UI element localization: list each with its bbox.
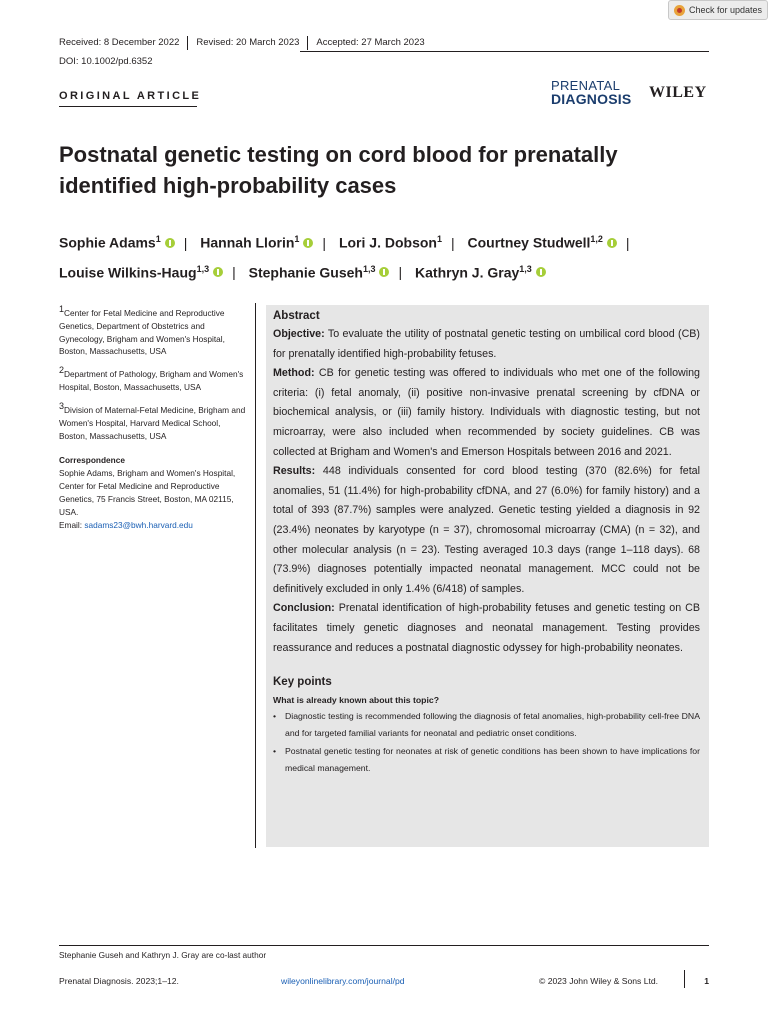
author-list: Sophie Adams$^1$ | Hannah Llorin$^1$ | Lori J. Dobson$^1$ | Courtney Studwell$^{1,2}$ | Louise Wilkins-Haug$^{1,3}$ | Stephanie Guseh$^{1,3}$ | Kathryn J. Gray$^{1,3}$ bbox=[59, 234, 630, 281]
article-type: ORIGINAL ARTICLE bbox=[59, 90, 202, 102]
check-for-updates-button[interactable] bbox=[668, 0, 768, 20]
accepted-date: Accepted: 27 March 2023 bbox=[307, 36, 432, 50]
abstract-method bbox=[273, 364, 700, 462]
method-text: CB for genetic testing was offered to individuals who met one of the following criteria: (i) fetal anomaly, (ii) positive non-invasive prenatal screening by cfDNA or biochemical analysis, or (iii) family history. Individuals with diagnostic testing, but not microarray, were also included when recommended by society guidelines. CB was collected at Brigham and Women's and Emerson Hospitals between 2016 and 2021. bbox=[273, 367, 700, 458]
key-points-subheading: What is already known about this topic? bbox=[273, 695, 440, 706]
journal-logo-line2: DIAGNOSIS bbox=[551, 91, 632, 107]
revised-date: Revised: 20 March 2023 bbox=[187, 36, 307, 50]
results-label: Results: bbox=[273, 465, 316, 478]
author-affiliation: 1,2 bbox=[590, 234, 603, 244]
abstract-box bbox=[266, 305, 709, 847]
crossmark-icon bbox=[674, 5, 685, 16]
affiliation bbox=[59, 364, 247, 394]
objective-text: To evaluate the utility of postnatal genetic testing on umbilical cord blood (CB) for prenatally identified high-probability fetuses. bbox=[273, 328, 700, 360]
check-for-updates-label: Check for updates bbox=[688, 5, 763, 15]
journal-logo-line1: PRENATAL bbox=[551, 78, 621, 93]
author-affiliation: 1,3 bbox=[519, 263, 532, 274]
abstract-results bbox=[273, 462, 700, 599]
affiliation-text: Division of Maternal-Fetal Medicine, Brigham and Women's Hospital, Harvard Medical School, Boston, Massachusetts, USA bbox=[59, 404, 246, 441]
orcid-icon[interactable] bbox=[379, 267, 389, 277]
orcid-icon[interactable] bbox=[607, 238, 617, 248]
method-label: Method: bbox=[273, 367, 315, 380]
journal-citation: Prenatal Diagnosis. 2023;1–12. bbox=[59, 976, 179, 986]
orcid-icon[interactable] bbox=[165, 238, 175, 248]
author-name: Hannah Llorin bbox=[200, 234, 295, 251]
orcid-icon[interactable] bbox=[536, 267, 546, 277]
abstract-objective bbox=[273, 325, 700, 364]
conclusion-text: Prenatal identification of high-probability fetuses and genetic testing on CB facilitates timely genetic diagnoses and neonatal management. Testing provides reassurance and reduces a postnatal diagnostic odyssey for high-probability neonates. bbox=[273, 602, 700, 654]
author-name: Kathryn J. Gray bbox=[415, 264, 520, 281]
author-name: Courtney Studwell bbox=[467, 234, 591, 251]
page-number: 1 bbox=[704, 976, 709, 986]
affiliations-column bbox=[59, 303, 247, 538]
author-affiliation: 1 bbox=[155, 234, 161, 244]
author-affiliation: 1,3 bbox=[196, 263, 210, 274]
footer-divider bbox=[684, 970, 685, 988]
copyright: © 2023 John Wiley & Sons Ltd. bbox=[539, 976, 659, 986]
email-label: Email: bbox=[59, 519, 85, 530]
author-name: Lori J. Dobson bbox=[338, 234, 437, 251]
header-divider bbox=[300, 51, 709, 52]
footnote: Stephanie Guseh and Kathryn J. Gray are co-last author bbox=[59, 950, 267, 960]
author-affiliation: 1 bbox=[436, 234, 442, 244]
affiliation-number: 2 bbox=[59, 365, 65, 376]
key-point-item: • Diagnostic testing is recommended following the diagnosis of fetal anomalies, high-probability cell-free DNA and for targeted familial variants for neonatal and pediatric onset conditions. bbox=[273, 708, 700, 741]
affiliation-number: 1 bbox=[59, 304, 65, 314]
article-title: Postnatal genetic testing on cord blood for prenatally identified high-probability cases bbox=[59, 142, 618, 198]
author-name: Louise Wilkins-Haug bbox=[59, 264, 197, 281]
affiliation bbox=[59, 303, 247, 358]
publisher-logo: WILEY bbox=[649, 84, 707, 101]
journal-logo bbox=[551, 78, 711, 108]
affiliation-number: 3 bbox=[59, 400, 65, 411]
author-name: Sophie Adams bbox=[59, 234, 156, 251]
article-type-divider bbox=[59, 106, 197, 107]
key-point-item: • Postnatal genetic testing for neonates at risk of genetic conditions has been shown to have implications for medical management. bbox=[273, 743, 700, 776]
abstract-heading: Abstract bbox=[273, 310, 320, 322]
doi: DOI: 10.1002/pd.6352 bbox=[59, 56, 153, 67]
results-text: 448 individuals consented for cord blood testing (370 (82.6%) for fetal anomalies, 51 (11.4%) for high-probability cfDNA, and 27 (6.0%) for family history) and a total of 393 (87.7%) samples were analyzed. Genetic testing yielded a diagnosis in 92 (23.4%) neonates by karyotype (n = 37), chromosomal microarray (CMA) (n = 32), and other molecular analysis (n = 23). Testing averaged 10.3 days (range 1–118 days). 68 (73.9%) diagnoses potentially impacted neonatal management. MCC could not be definitively excluded in only 1.4% (6/418) of samples. bbox=[273, 465, 700, 595]
journal-url-link[interactable]: wileyonlinelibrary.com/journal/pd bbox=[281, 976, 405, 986]
conclusion-label: Conclusion: bbox=[273, 602, 335, 615]
footnote-divider bbox=[59, 945, 709, 946]
received-date: Received: 8 December 2022 bbox=[59, 37, 180, 48]
email-link[interactable]: sadams23@bwh.harvard.edu bbox=[84, 519, 193, 530]
author-affiliation: 1,3 bbox=[362, 263, 376, 274]
correspondence-heading: Correspondence bbox=[59, 455, 125, 466]
column-divider bbox=[255, 303, 256, 848]
author-affiliation: 1 bbox=[294, 234, 300, 244]
affiliation-text: Center for Fetal Medicine and Reproductive Genetics, Department of Obstetrics and Gynecology, Brigham and Women's Hospital, Boston, Massachusetts, USA bbox=[59, 307, 225, 357]
affiliation-text: Department of Pathology, Brigham and Women's Hospital, Boston, Massachusetts, USA bbox=[59, 369, 244, 393]
orcid-icon[interactable] bbox=[213, 267, 223, 277]
author-name: Stephanie Guseh bbox=[248, 264, 363, 281]
key-points-list bbox=[273, 708, 700, 776]
affiliation bbox=[59, 400, 247, 442]
correspondence-address: Sophie Adams, Brigham and Women's Hospital, Center for Fetal Medicine and Reproductive Genetics, 75 Francis Street, Boston, MA 02115, USA. bbox=[59, 468, 236, 518]
key-points-heading: Key points bbox=[273, 676, 332, 689]
correspondence-text bbox=[59, 467, 247, 532]
article-dates bbox=[59, 36, 709, 50]
page-footer bbox=[59, 976, 709, 990]
objective-label: Objective: bbox=[273, 328, 325, 340]
orcid-icon[interactable] bbox=[303, 238, 313, 248]
abstract-conclusion bbox=[273, 599, 700, 658]
